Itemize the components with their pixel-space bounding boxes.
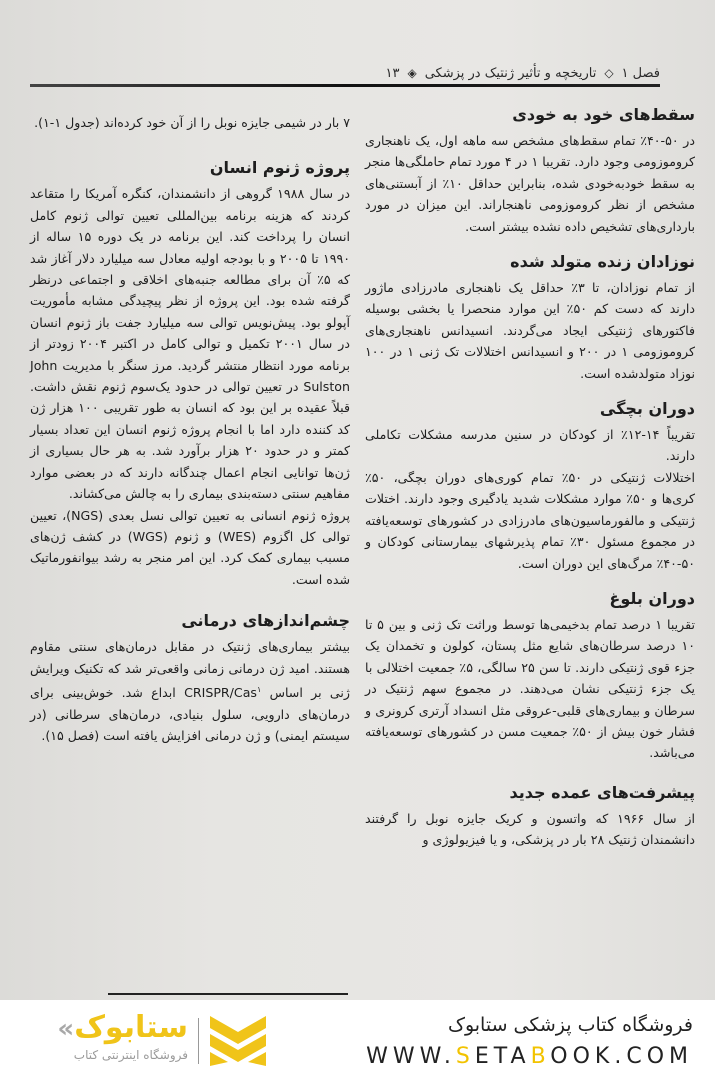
paragraph: اختلالات ژنتیکی در ۵۰٪ تمام کوری‌های دوران بچگی، ۵۰٪ کری‌ها و ۵۰٪ موارد مشکلات شدید یادگیری وجود دارند. اختلات ژنتیکی و مالفورماسیون‌های مادرزادی در کشورهای توسعه‌یافته در مجموع مسئول ۳۰٪ تمام پذیرشهای بیمارستانی کودکان و ۵۰-۴۰٪ مرگ‌های این دوران است. [365,469,695,571]
logo-tagline: فروشگاه اینترنتی کتاب [73,1048,188,1062]
running-header [30,62,660,84]
logo-wordmark: «ستابوک [57,1010,188,1045]
setabook-logo[interactable] [28,1010,278,1072]
logo-divider [198,1018,199,1064]
paragraph: بیشتر بیماری‌های ژنتیک در مقابل درمان‌های سنتی مقاوم هستند. امید ژن درمانی زمانی واقعی‌تر شد که تکنیک ویرایش ژنی بر اساس CRISPR/Cas$^۱$ ابداع شد. خوش‌بینی برای درمان‌های دارویی، سلول بنیادی، درمان‌های سرطانی (در سیستم ایمنی) و ژن درمانی افزایش یافته است (فصل ۱۵). [30,639,350,743]
section-heading-adulthood: دوران بلوغ [609,588,695,608]
section-heading-newborns: نوزادان زنده متولد شده [510,252,695,272]
store-banner [0,1000,715,1080]
right-column [365,102,695,851]
chevron-book-icon [208,1014,268,1068]
paragraph: تقریبا ۱ درصد تمام بدخیمی‌ها توسط وراثت تک ژنی و بین ۵ تا ۱۰ درصد سرطان‌های شایع مثل پستان، کولون و تخمدان یک جزء قوی ژنتیکی دارند. تا سن ۲۵ سالگی، ۵٪ جمعیت اختلالی با یک جزء ژنتیکی نشان می‌دهند. در مجموع سهم ژنتیک در سرطان و بیماری‌های قلبی-عروقی مثل انسداد آرتری کرونری و فشار خون بیش از ۵۰٪ جمعیت مسن در کشورهای توسعه‌یافته می‌باشد. [365,616,695,761]
paragraph: در سال ۱۹۸۸ گروهی از دانشمندان، کنگره آمریکا را متقاعد کردند که هزینه برنامه بین‌المللی تعیین توالی ژنوم کامل انسان را پرداخت کند. این برنامه در یک دوره ۱۵ ساله از ۱۹۹۰ تا ۲۰۰۵ و با بودجه اولیه معادل سه میلیارد دلار آغاز شد که ۵٪ آن برای مطالعه جنبه‌های اخلاقی و اجتماعی درنظر گرفته شده بود. این پروژه از نظر پیچیدگی مشابه مأموریت آپولو بود. پیش‌نویس توالی سه میلیارد جفت باز ژنوم انسان در سال ۲۰۰۱ تکمیل و توالی کامل در اکتبر ۲۰۰۴ زودتر از برنامه مورد انتظار منتشر گردید. مرز سنگر با مدیریت John Sulston در تعیین توالی در حدود یک‌سوم ژنوم نقش داشت. قبلاً عقیده بر این بود که انسان به طور تقریبی ۱۰۰ هزار ژن کد کننده دارد اما با انجام پروژه ژنوم انسان این تعداد بسیار کمتر و در حدود ۲۰ هزار برآورد شد. به هر حال بسیاری از ژن‌ها توانایی انجام اعمال چندگانه دارند که در بعضی موارد مفاهیم سنتی دسته‌بندی بیماری را به چالش می‌کشاند. [30,186,350,502]
diamond-outline-icon: ◇ [604,66,614,80]
left-column [30,112,350,746]
paragraph-continued: ۷ بار در شیمی جایزه نوبل را از آن خود کرده‌اند (جدول ۱-۱). [34,115,350,130]
header-rule [30,84,660,87]
section-heading-human-genome-project: پروژه ژنوم انسان [209,158,350,178]
section-heading-therapeutic-perspectives: چشم‌اندازهای درمانی [181,611,350,631]
page-number: ۱۳ [385,65,400,81]
footnote-marker: ۱ [257,684,262,694]
chapter-label: فصل ۱ [621,65,660,81]
paragraph: از تمام نوزادان، تا ۳٪ حداقل یک ناهنجاری مادرزادی ماژور دارند که دست کم ۵۰٪ این موارد منحصرا یا بخشی بوسیله فاکتورهای ژنتیکی ایجاد می‌گردند. انسیدانس ناهنجاری‌های کروموزومی ۱ در ۲۰۰ و انسیدانس اختلالات تک ژنی ۱ در ۱۰۰ نوزاد متولدشده است. [365,280,695,381]
paragraph: از سال ۱۹۶۶ که واتسون و کریک جایزه نوبل را گرفتند دانشمندان ژنتیک ۲۸ بار در پزشکی، و یا فیزیولوژی و [365,810,695,848]
section-heading-spontaneous-abortion: سقط‌های خود به خودی [512,105,695,124]
section-heading-major-advances: پیشرفت‌های عمده جدید [509,782,695,802]
paragraph: پروژه ژنوم انسانی به تعیین توالی نسل بعدی (NGS)، تعیین توالی کل اگزوم (WES) و ژنوم (WGS) در کشف ژن‌های مسبب بیماری کمک کرد. این امر منجر به رشد بیوانفورماتیک شده است. [30,507,351,587]
diamond-filled-icon: ◈ [407,66,417,80]
footnote-rule [108,993,348,995]
paragraph: در ۵۰-۴۰٪ تمام سقط‌های مشخص سه ماهه اول، یک ناهنجاری کروموزومی وجود دارد. تقریبا ۱ در ۴ مورد تمام حاملگی‌ها منجر به سقط خودبه‌خودی شده، بنابراین حداقل ۱۰٪ از آبستنی‌های مشخص از نظر کروموزومی ناهنجاراند. این میزان در مورد بارداری‌های تشخیص داده نشده بیشتر است. [365,133,696,234]
double-chevron-left-icon: « [57,1014,75,1044]
paragraph: تقریباً ۱۴-۱۲٪ از کودکان در سنین مدرسه مشکلات تکاملی دارند. [365,427,695,464]
section-heading-childhood: دوران بچگی [599,399,695,419]
store-url[interactable]: WWW.SETABOOK.COM [366,1044,693,1069]
store-name: فروشگاه کتاب پزشکی ستابوک [447,1014,693,1036]
chapter-title: تاریخچه و تأثیر ژنتیک در پزشکی [424,65,597,81]
crispr-term: CRISPR/Cas [184,685,257,701]
